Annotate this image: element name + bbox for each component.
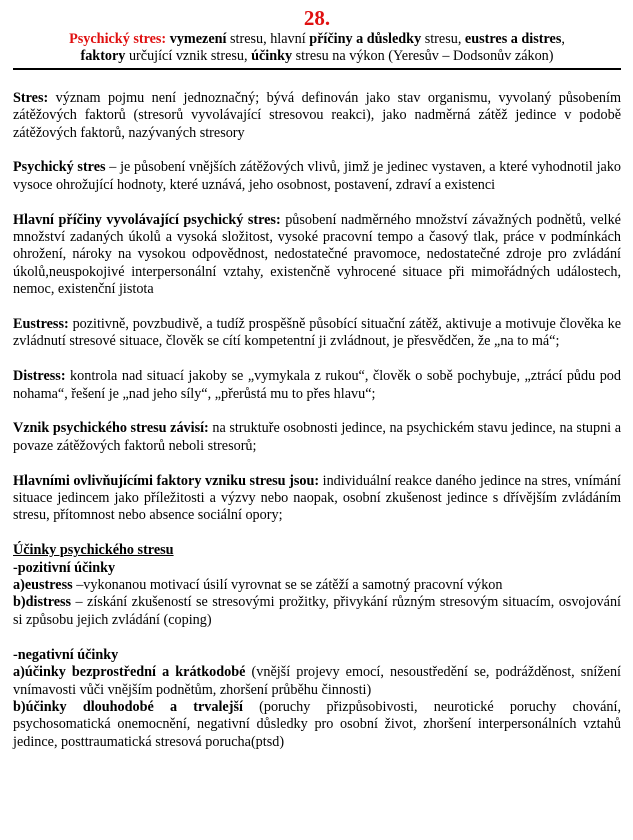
topic-term: Psychický stres: [69,31,167,47]
term: Psychický stres [13,159,106,176]
positive-effect-a [13,577,621,594]
definition: působení nadměrného množství závažných podnětů, velké množství zadaných úkolů a vysoká složitost, vysoké pracovní tempo a časový tlak, práce v podmínkách ohrožení, nároky na vysokou odpovědnost, nedostatečné pravomoce, nedostatečné zdroje pro zvládání úkolů,neuspokojivé interpersonální vztahy, existenčně vyhrocené situace při mimořádných událostech, nemoc, existenční jistota [13,211,621,298]
paragraph-distress [13,368,621,403]
positive-effects-heading: -pozitivní účinky [13,559,116,576]
document-page [13,6,621,751]
paragraph-faktory [13,473,621,525]
topic-part: stresu, hlavní [226,31,310,47]
definition: – získání zkušeností se stresovými prožitky, přivykání různým stresovým situacím, osvojování si způsobu jejich zvládání (coping) [13,594,621,628]
definition: –vykonanou motivací úsilí vyrovnat se se zátěží a samotný pracovní výkon [72,577,503,594]
definition: – je působení vnějších zátěžových vlivů, jimž je jedinec vystaven, a které vyhodnotil jako vysoce ohrožující hodnoty, které uznává, jeho osobnost, postavení, zdraví a existenci [13,159,622,193]
definition: (vnější projevy emocí, nesoustředění se, podrážděnost, snížení vnímavosti vůči vnějším podnětům, zhoršení průběhu činnosti) [13,664,621,698]
paragraph-priciny [13,212,621,299]
term: Eustress: [13,316,69,333]
term: Hlavní příčiny vyvolávající psychický stres: [13,211,281,228]
definition: individuální reakce daného jedince na stres, vnímání situace jedincem jako příležitosti a výzvy nebo naopak, osobní zkušenost jedince s dřívějším zvládáním stresu, přítomnost nebo absence sociální opory; [13,472,621,524]
term: Stres: [13,89,49,106]
topic-heading [13,31,621,70]
term: Hlavními ovlivňujícími faktory vzniku stresu jsou: [13,472,320,489]
paragraph-vznik [13,420,621,455]
topic-part: účinky [251,48,293,65]
negative-effects-heading: -negativní účinky [13,646,119,663]
topic-part: příčiny a důsledky [309,31,422,47]
question-number: 28. [303,6,331,30]
negative-effect-b [13,699,621,751]
term: a)účinky bezprostřední a krátkodobé [13,664,246,681]
ucinky-heading: Účinky psychického stresu [13,542,174,559]
definition: (poruchy přizpůsobivosti, neurotické poruchy chování, psychosomatická onemocnění, negativní důsledky pro osobní život, zhoršení interpersonálních vztahů jedince, posttraumatická stresová porucha(ptsd) [13,698,621,750]
term: Distress: [13,368,66,385]
term: Vznik psychického stresu závisí: [13,420,209,437]
topic-part: eustres a distres [464,31,562,47]
negative-effect-a [13,664,621,699]
term: b)účinky dlouhodobé a trvalejší [13,698,243,715]
definition: kontrola nad situací jakoby se „vymykala z rukou“, člověk o sobě pochybuje, „ztrácí půdu pod nohama“, řešení je „nad jeho síly“, „přerůstá mu to přes hlavu“; [13,368,621,402]
definition: význam pojmu není jednoznačný; bývá definován jako stav organismu, vyvolaný působením zátěžových faktorů (stresorů vyvolávající stresovou reakci), jako nadměrná zátěž jedince v podobě zátěžových faktorů, nazývaných stresory [13,89,621,141]
paragraph-psychicky-stres [13,159,621,194]
spacer [13,629,621,646]
topic-part: faktory [80,48,126,65]
definition: pozitivně, povzbudivě, a tudíž prospěšně působící situační zátěž, aktivuje a motivuje člověka ke zvládnutí stresové situace, člověk se cítí kompetentní ji zvládnout, je přesvědčen, že „na to má“; [13,316,621,350]
topic-part: vymezení [169,31,227,47]
positive-effect-b [13,594,621,629]
term: a)eustress [13,577,73,594]
topic-part: , [561,31,565,47]
term: b)distress [13,594,72,611]
paragraph-eustress [13,316,621,351]
definition: na struktuře osobnosti jedince, na psychickém stavu jedince, na stupni a povaze zátěžových faktorů neboli stresorů; [13,420,621,454]
topic-part: stresu, [421,31,465,47]
topic-part: určující vznik stresu, [125,48,252,65]
paragraph-stres [13,90,621,142]
topic-part: stresu na výkon (Yeresův – Dodsonův zákon) [292,48,554,65]
